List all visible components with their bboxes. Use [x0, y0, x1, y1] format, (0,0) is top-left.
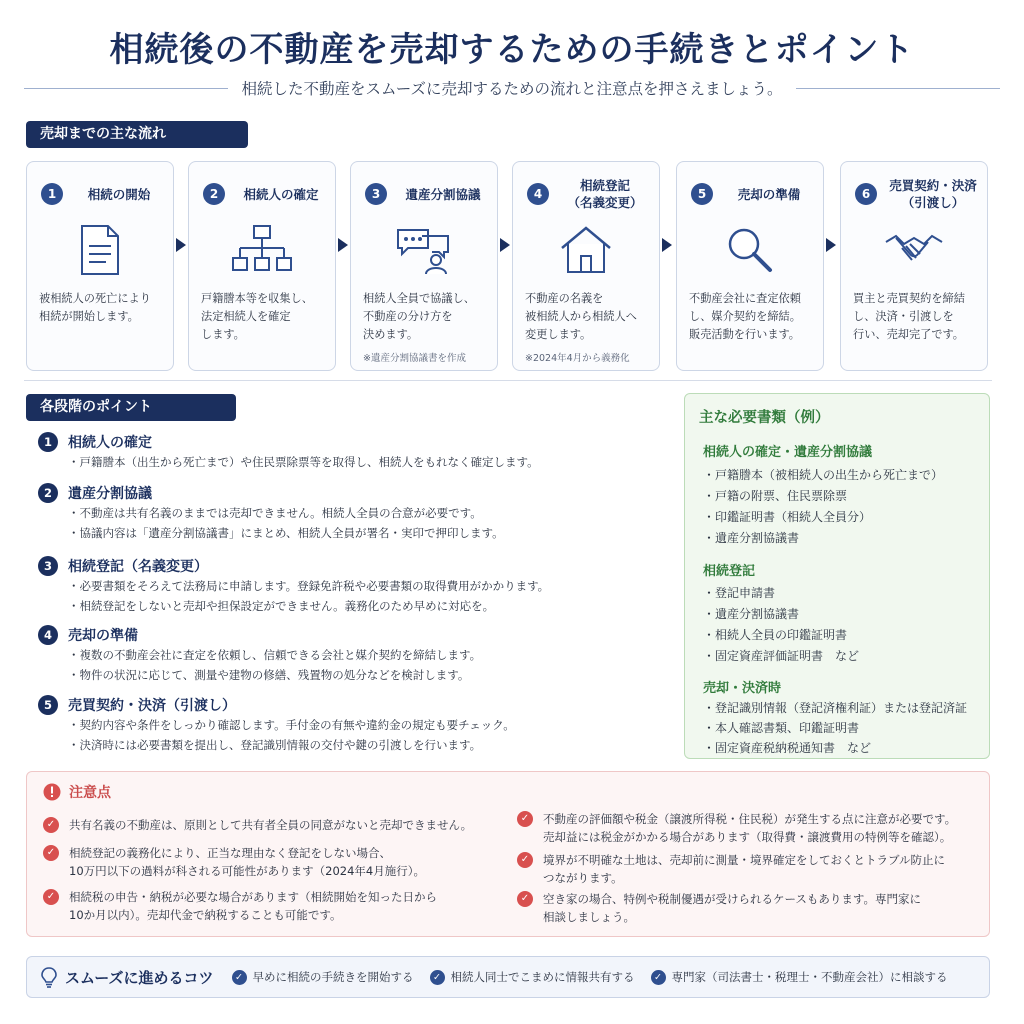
check-icon: ✓	[43, 889, 59, 905]
tip-label: 早めに相続の手続きを開始する	[252, 970, 414, 984]
docs-item: ・戸籍の附票、住民票除票	[703, 489, 848, 503]
point-line: ・決済時には必要書類を提出し、登記識別情報の交付や鍵の引渡しを行います。	[68, 738, 482, 752]
step-title: 売買契約・決済 （引渡し）	[889, 178, 977, 210]
point-number: 1	[38, 432, 58, 452]
page-title: 相続後の不動産を売却するための手続きとポイント	[109, 30, 915, 70]
points-section-header: 各段階のポイント	[26, 394, 236, 421]
tip-item	[232, 969, 414, 985]
step-number: 4	[527, 183, 549, 205]
step-card-4	[512, 161, 660, 371]
step-title: 遺産分割協議	[405, 186, 481, 202]
point-line: ・物件の状況に応じて、測量や建物の修繕、残置物の処分などを検討します。	[68, 668, 470, 682]
step-desc-line: し、決済・引渡しを	[853, 310, 954, 323]
caution-line: 境界が不明確な土地は、売却前に測量・境界確定をしておくとトラブル防止に	[543, 853, 946, 867]
step-number: 2	[203, 183, 225, 205]
step-desc-line: します。	[201, 328, 245, 341]
caution-line: 相続税の申告・納税が必要な場合があります（相続開始を知った日から	[69, 890, 437, 904]
caution-line: 空き家の場合、特例や税制優遇が受けられるケースもあります。専門家に	[543, 892, 922, 906]
point-title: 相続人の確定	[68, 435, 152, 451]
caution-line: 相続登記の義務化により、正当な理由なく登記をしない場合、	[69, 846, 391, 860]
check-icon: ✓	[43, 817, 59, 833]
point-number: 2	[38, 483, 58, 503]
docs-item: ・印鑑証明書（相続人全員分）	[703, 510, 872, 524]
docs-section-title: 相続人の確定・遺産分割協議	[703, 445, 873, 460]
subtitle-row	[24, 76, 1000, 100]
lightbulb-icon	[39, 966, 59, 988]
step-number: 1	[41, 183, 63, 205]
point-title: 売買契約・決済（引渡し）	[68, 698, 236, 714]
caution-line: 10万円以下の過料が科される可能性があります（2024年4月施行）。	[69, 864, 425, 878]
docs-title: 主な必要書類（例）	[699, 410, 830, 426]
point-title: 売却の準備	[68, 628, 138, 644]
step-note: ※遺産分割協議書を作成	[363, 353, 466, 364]
docs-item: ・遺産分割協議書	[703, 531, 800, 545]
docs-item: ・戸籍謄本（被相続人の出生から死亡まで）	[703, 468, 944, 482]
docs-item: ・固定資産税納税通知書 など	[703, 741, 872, 755]
check-icon: ✓	[517, 852, 533, 868]
docs-item: ・相続人全員の印鑑証明書	[703, 628, 848, 642]
step-desc-line: 不動産会社に査定依頼	[689, 292, 801, 305]
step-number: 3	[365, 183, 387, 205]
caution-item	[43, 888, 437, 924]
caution-line: 10か月以内）。売却代金で納税することも可能です。	[69, 908, 342, 922]
point-number: 4	[38, 625, 58, 645]
point-line: ・戸籍謄本（出生から死亡まで）や住民票除票等を取得し、相続人をもれなく確定します。	[68, 455, 539, 469]
docs-item: ・固定資産評価証明書 など	[703, 649, 860, 663]
docs-section-title: 売却・決済時	[703, 681, 782, 696]
step-desc-line: 販売活動を行います。	[689, 328, 800, 341]
arrow-icon	[338, 238, 348, 252]
point-line: ・必要書類をそろえて法務局に申請します。登録免許税や必要書類の取得費用がかかります。	[68, 579, 550, 593]
tip-label: 専門家（司法書士・税理士・不動産会社）に相談する	[671, 970, 948, 984]
point-4	[38, 625, 668, 685]
step-title: 相続の開始	[87, 186, 151, 202]
page-subtitle: 相続した不動産をスムーズに売却するための流れと注意点を押さえましょう。	[241, 80, 783, 98]
check-icon: ✓	[517, 891, 533, 907]
caution-line: 不動産の評価額や税金（譲渡所得税・住民税）が発生する点に注意が必要です。	[543, 812, 957, 826]
docs-section-title: 相続登記	[703, 564, 756, 579]
house-icon	[559, 224, 613, 276]
step-desc-line: 法定相続人を確定	[201, 310, 291, 323]
step-desc-line: 相続が開始します。	[39, 310, 139, 323]
point-number: 5	[38, 695, 58, 715]
caution-panel	[26, 771, 990, 937]
step-desc-line: 相続人全員で協議し、	[363, 292, 475, 305]
divider	[24, 88, 228, 89]
check-icon: ✓	[430, 970, 445, 985]
step-title: 相続登記 （名義変更）	[567, 178, 643, 210]
arrow-icon	[500, 238, 510, 252]
point-number: 3	[38, 556, 58, 576]
caution-line: つながります。	[543, 871, 623, 885]
org-chart-icon	[232, 224, 292, 276]
arrow-icon	[662, 238, 672, 252]
point-line: ・契約内容や条件をしっかり確認します。手付金の有無や違約金の規定も要チェック。	[68, 718, 515, 732]
step-title: 相続人の確定	[243, 186, 319, 202]
caution-item	[43, 844, 425, 880]
step-desc-line: し、媒介契約を締結。	[689, 310, 801, 323]
step-title: 売却の準備	[737, 186, 801, 202]
handshake-icon	[884, 224, 944, 276]
step-number: 5	[691, 183, 713, 205]
point-3	[38, 556, 668, 616]
docs-item: ・遺産分割協議書	[703, 607, 800, 621]
step-number: 6	[855, 183, 877, 205]
flow-section-header: 売却までの主な流れ	[26, 121, 248, 148]
caution-item	[517, 851, 945, 887]
arrow-icon	[176, 238, 186, 252]
tips-title: スムーズに進めるコツ	[65, 968, 214, 987]
caution-line: 売却益には税金がかかる場合があります（取得費・譲渡費用の特例等を確認）。	[543, 830, 952, 844]
point-line: ・協議内容は「遺産分割協議書」にまとめ、相続人全員が署名・実印で押印します。	[68, 526, 504, 540]
step-desc-line: 被相続人の死亡により	[39, 292, 151, 305]
caution-line: 共有名義の不動産は、原則として共有者全員の同意がないと売却できません。	[69, 818, 473, 832]
point-5	[38, 695, 668, 755]
point-title: 相続登記（名義変更）	[68, 559, 208, 575]
arrow-icon	[826, 238, 836, 252]
check-icon: ✓	[651, 970, 666, 985]
tip-item	[430, 969, 635, 985]
divider	[796, 88, 1000, 89]
step-desc-line: 不動産の分け方を	[363, 310, 453, 323]
point-line: ・複数の不動産会社に査定を依頼し、信頼できる会社と媒介契約を締結します。	[68, 648, 482, 662]
required-documents-panel	[684, 393, 990, 759]
tip-item	[651, 969, 948, 985]
step-card-1	[26, 161, 174, 371]
step-card-3	[350, 161, 498, 371]
docs-item: ・本人確認書類、印鑑証明書	[703, 721, 860, 735]
step-desc-line: 行い、売却完了です。	[853, 328, 964, 341]
step-card-6	[840, 161, 988, 371]
caution-item	[43, 816, 472, 834]
tips-bar	[26, 956, 990, 998]
step-desc-line: 変更します。	[525, 328, 592, 341]
magnifier-icon	[724, 224, 776, 276]
caution-title: 注意点	[69, 785, 111, 801]
step-desc-line: 決めます。	[363, 328, 419, 341]
warning-icon	[43, 783, 61, 801]
step-card-2	[188, 161, 336, 371]
caution-item	[517, 810, 956, 846]
step-desc-line: 被相続人から相続人へ	[525, 310, 637, 323]
check-icon: ✓	[232, 970, 247, 985]
step-note: ※2024年4月から義務化	[525, 353, 630, 364]
point-2	[38, 483, 668, 543]
step-desc-line: 不動産の名義を	[525, 292, 604, 305]
step-card-5	[676, 161, 824, 371]
point-line: ・相続登記をしないと売却や担保設定ができません。義務化のため早めに対応を。	[68, 599, 495, 613]
point-1	[38, 432, 668, 472]
caution-line: 相談しましょう。	[543, 910, 635, 924]
step-desc-line: 買主と売買契約を締結	[853, 292, 965, 305]
document-icon	[78, 224, 122, 276]
point-title: 遺産分割協議	[68, 486, 152, 502]
tip-label: 相続人同士でこまめに情報共有する	[450, 970, 635, 984]
caution-item	[517, 890, 921, 926]
point-line: ・不動産は共有名義のままでは売却できません。相続人全員の合意が必要です。	[68, 506, 482, 520]
discussion-icon	[394, 224, 454, 276]
check-icon: ✓	[517, 811, 533, 827]
docs-item: ・登記申請書	[703, 586, 776, 600]
step-desc-line: 戸籍謄本等を収集し、	[201, 292, 313, 305]
docs-item: ・登記識別情報（登記済権利証）または登記済証	[703, 701, 968, 715]
section-divider	[24, 380, 992, 381]
check-icon: ✓	[43, 845, 59, 861]
